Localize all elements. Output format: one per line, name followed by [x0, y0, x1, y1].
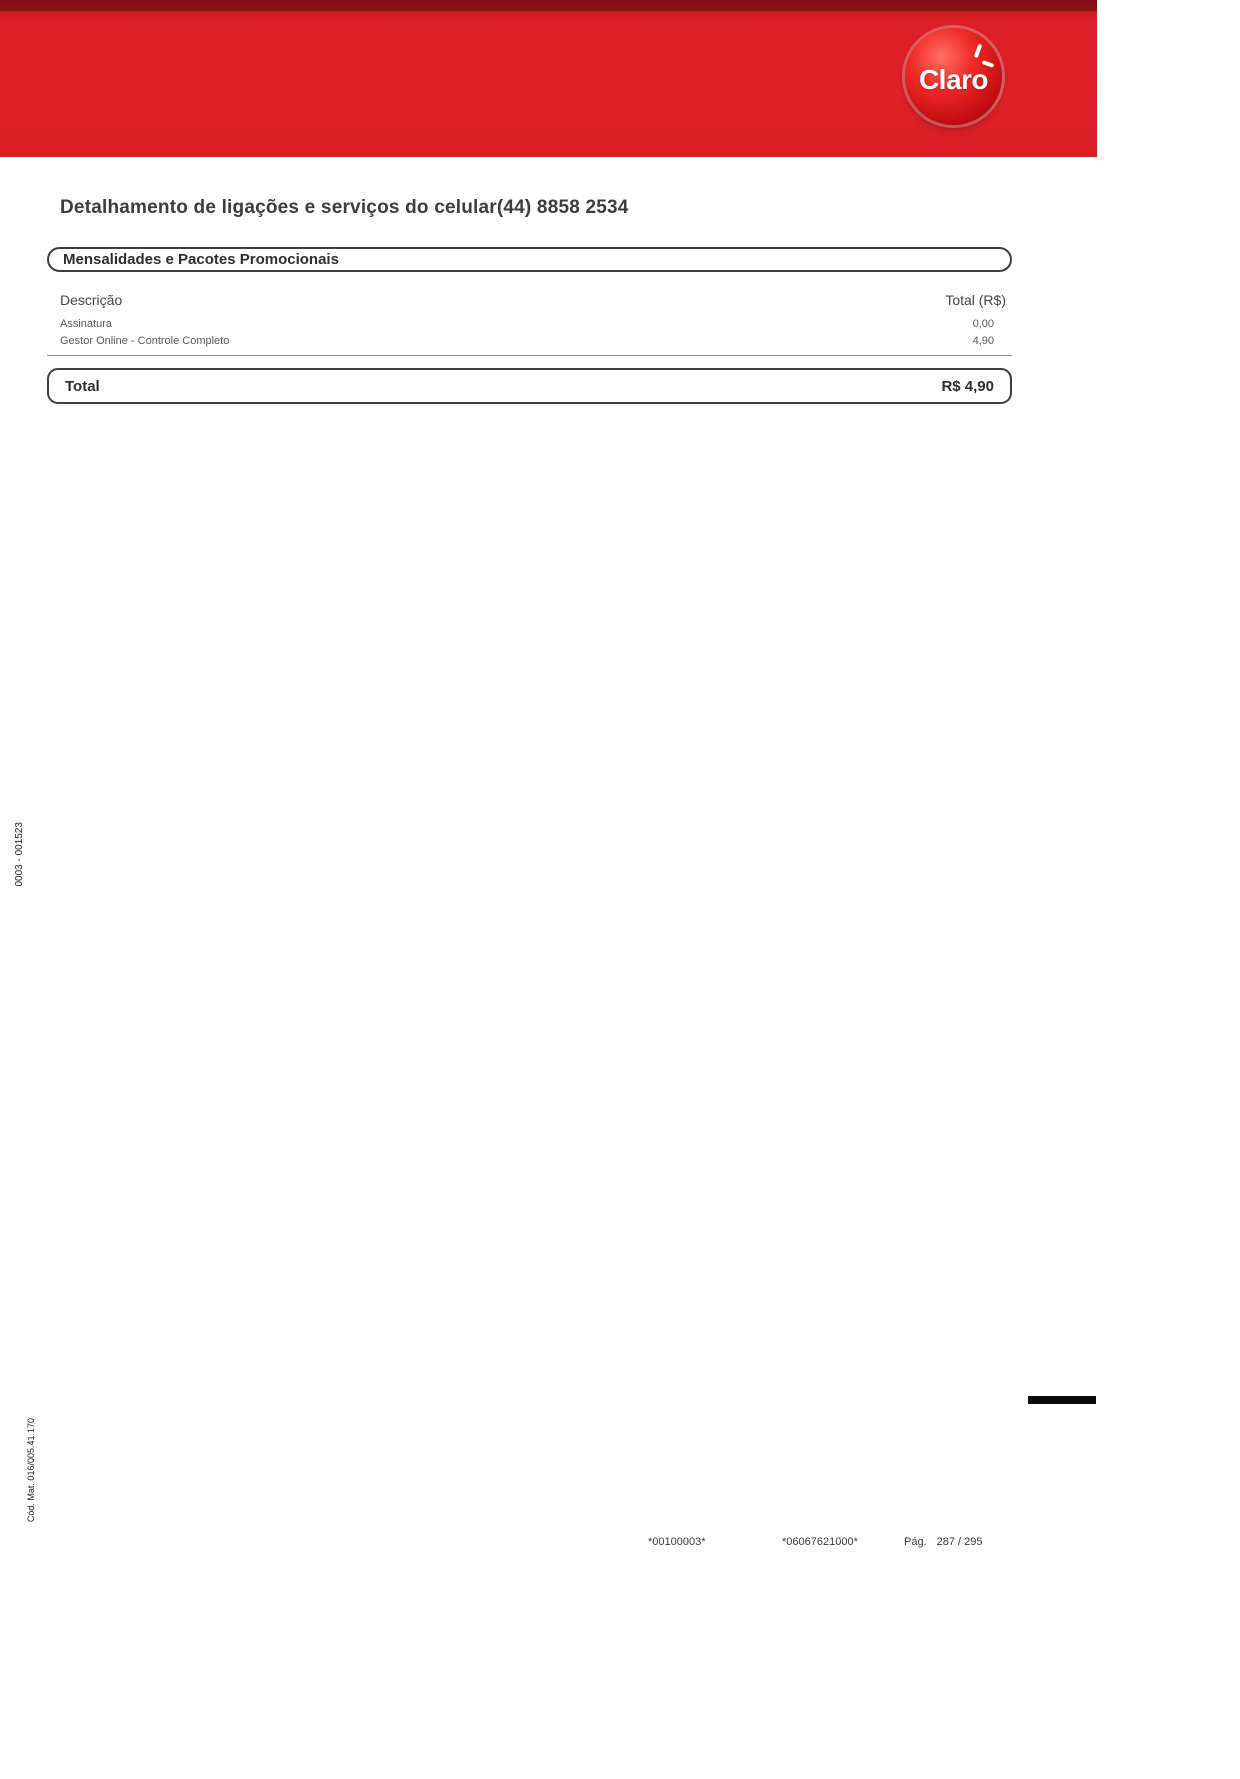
footer-code-right: *06067621000*	[782, 1536, 858, 1548]
charge-description: Assinatura	[60, 318, 112, 330]
section-header	[47, 247, 1012, 272]
footer-page-indicator	[904, 1536, 983, 1548]
charge-total: 0,00	[972, 318, 994, 330]
header-band-top-strip	[0, 0, 1097, 11]
table-divider	[47, 355, 1012, 356]
charges-table-body	[60, 316, 994, 350]
charge-total: 4,90	[972, 335, 994, 347]
footer-page-label: Pág.	[904, 1536, 927, 1548]
total-value: R$ 4,90	[941, 377, 994, 395]
section-title: Mensalidades e Pacotes Promocionais	[63, 251, 339, 268]
table-row	[60, 316, 994, 333]
total-summary	[47, 368, 1012, 404]
claro-logo	[905, 28, 1002, 125]
table-row	[60, 333, 994, 350]
charge-description: Gestor Online - Controle Completo	[60, 335, 230, 347]
column-header-description: Descrição	[60, 292, 123, 308]
page-title: Detalhamento de ligações e serviços do celular(44) 8858 2534	[60, 197, 629, 218]
claro-spark-icon	[974, 44, 983, 59]
footer-code-left: *00100003*	[648, 1536, 706, 1548]
header-band	[0, 0, 1097, 157]
scanner-mark	[1028, 1396, 1096, 1404]
claro-logo-text: Claro	[918, 63, 989, 95]
total-label: Total	[65, 377, 100, 395]
side-code-top: 0003 - 001523	[14, 822, 25, 887]
page-footer	[0, 1536, 1097, 1556]
column-header-total: Total (R$)	[945, 292, 1006, 308]
charges-table-header	[60, 292, 1006, 308]
footer-page-number: 287 / 295	[936, 1536, 983, 1548]
side-code-bottom: Cód. Mat. 016/005.41.170	[26, 1418, 36, 1523]
